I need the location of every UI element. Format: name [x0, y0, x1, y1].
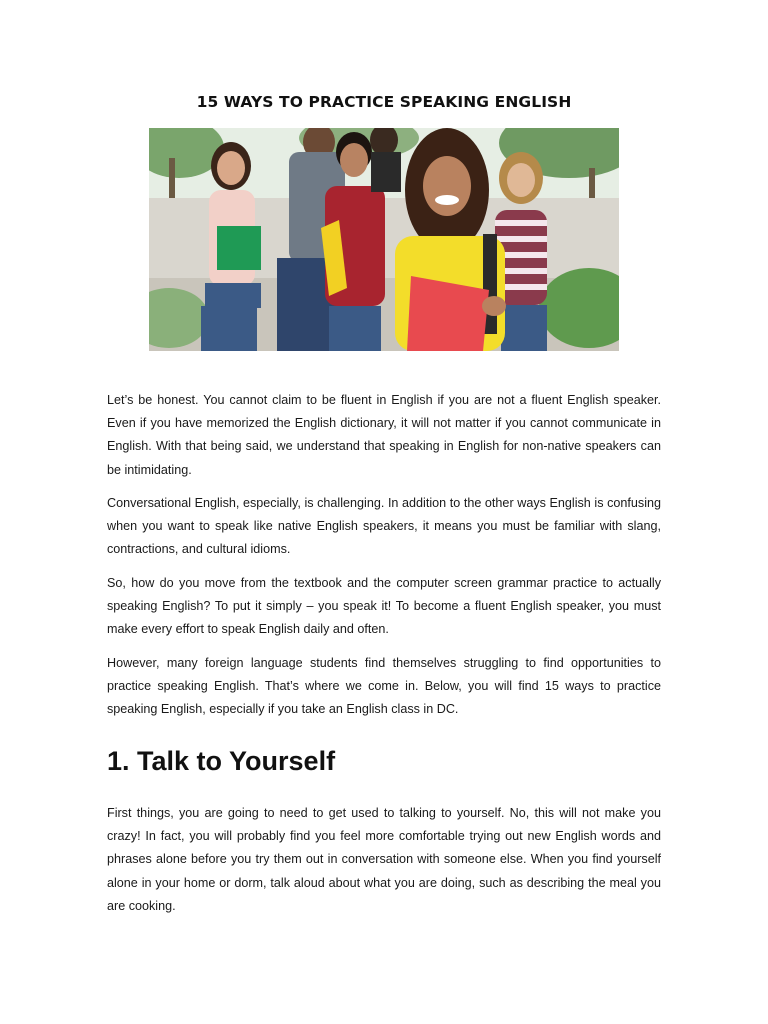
intro-paragraph-2: Conversational English, especially, is challenging. In addition to the other ways English is confusing when you want to speak like native English speakers, it means you must be familiar with slang, contractions, and cultural idioms.: [107, 496, 661, 557]
section-heading-1: 1. Talk to Yourself: [107, 746, 336, 776]
document-title: 15 WAYS TO PRACTICE SPEAKING ENGLISH: [196, 93, 572, 111]
hero-photo: [149, 128, 619, 351]
students-photo-illustration: [149, 128, 619, 351]
intro-paragraph-4: However, many foreign language students find themselves struggling to find opportunities to practice speaking English. That’s where we come in. Below, you will find 15 ways to practice speaking English, especially if you take an English class in DC.: [107, 656, 661, 717]
intro-paragraph-1: Let’s be honest. You cannot claim to be fluent in English if you are not a fluent English speaker. Even if you have memorized the English dictionary, it will not matter if you cannot communicate in English. With that being said, we understand that speaking in English for non-native speakers can be intimidating.: [107, 393, 661, 477]
section-1-paragraph: First things, you are going to need to get used to talking to yourself. No, this will not make you crazy! In fact, you will probably find you feel more comfortable trying out new English words and phrases alone before you try them out in conversation with someone else. When you find yourself alone in your home or dorm, talk aloud about what you are doing, such as describing the meal you are cooking.: [107, 806, 661, 913]
intro-paragraph-3: So, how do you move from the textbook and the computer screen grammar practice to actually speaking English? To put it simply – you speak it! To become a fluent English speaker, you must make every effort to speak English daily and often.: [107, 576, 661, 637]
